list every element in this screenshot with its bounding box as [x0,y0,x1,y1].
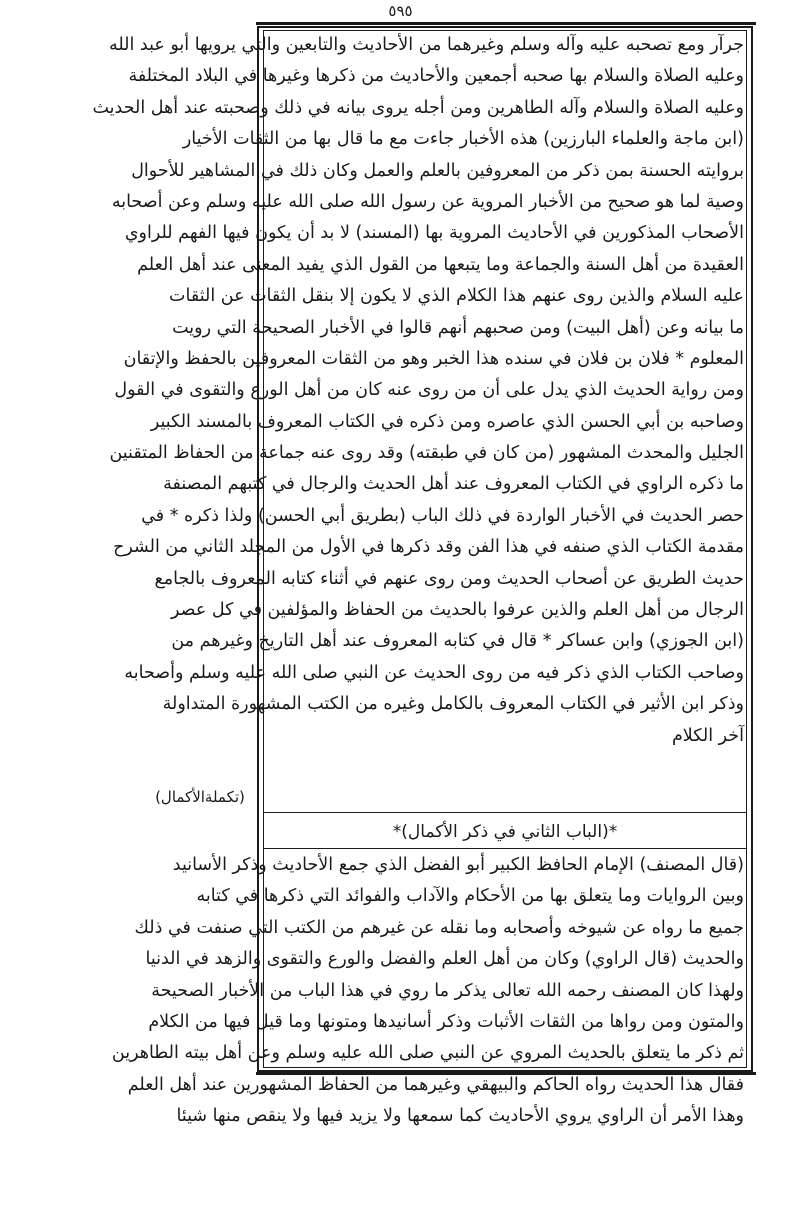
section-heading: *(الباب الثاني في ذكر الأكمال)* [392,822,618,842]
text-line: وصاحبه بن أبي الحسن الذي عاصره ومن ذكره في الكتاب المعروف بالمسند الكبير [150,411,744,432]
margin-note: (تکملةالأکمال) [155,788,245,806]
heading-rule-top [263,812,747,813]
text-line: ما ذكره الراوي في الكتاب المعروف عند أهل الحديث والرجال في كتبهم المصنفة [163,474,744,495]
heading-rule-bottom [263,848,747,849]
text-line: الأصحاب المذكورين في الأحاديث المروية بها (المسند) لا بد أن يكون فيها الفهم للراوي [124,223,744,244]
text-line: جرآر ومع تصحبه عليه وآله وسلم‎ وغيرهما من الأحاديث والتابعين والتي يرويها أبو عبد الله [108,35,744,55]
bottom-rule [256,1072,756,1075]
second-text-block [111,850,744,1133]
text-line: العقيدة من أهل السنة والجماعة وما يتبعها من القول الذي يفيد المعنى عند أهل العلم [137,254,744,275]
text-line: ثم ذكر ما يتعلق بالحديث المروي عن النبي صلى الله عليه وسلم وعن أهل بيته الطاهرين [111,1043,744,1064]
text-line: والمتون ومن رواها من الثقات الأثبات وذكر أسانيدها ومتونها وما قيل فيها من الكلام [148,1011,744,1032]
text-line: فقال هذا الحديث رواه الحاكم والبيهقي وغيرهما من الحفاظ المشهورين عند أهل العلم [127,1074,744,1095]
main-text-block [92,30,744,752]
text-line: ولهذا كان المصنف رحمه الله تعالى يذكر ما روي في هذا الباب من الأخبار الصحيحة [151,980,744,1001]
text-line: (ابن ماجة والعلماء البارزين) هذه الأخبار جاءت مع ما قال بها من الثقات الأخيار [182,129,744,150]
text-line: والحديث (قال الراوي) وكان من أهل العلم والفضل والورع والتقوى والزهد في الدنيا [145,949,744,970]
text-line: وصاحب الكتاب الذي ذكر فيه من روى الحديث عن النبي صلى الله عليه وسلم وأصحابه [124,662,744,683]
text-line: حصر الحديث في الأخبار الواردة في ذلك الباب (بطريق أبي الحسن) ولذا ذكره * في [141,505,744,526]
text-line: (قال المصنف) الإمام الحافظ الكبير أبو الفضل الذي جمع الأحاديث وذكر الأسانيد [172,855,744,875]
text-line: حديث الطريق عن أصحاب الحديث ومن روى عنهم في أثناء كتابه المعروف بالجامع [154,568,744,589]
text-line: وذكر ابن الأثير في الكتاب المعروف بالكامل وغيره من الكتب المشهورة المتداولة [162,694,744,715]
text-line: الجليل والمحدث المشهور (من كان في طبقته) وقد روى عنه جماعة من الحفاظ المتقنين [109,443,744,464]
text-line-last: آخر الكلام [671,725,744,746]
text-line: وعليه الصلاة والسلام وآله الطاهرين ومن أجله يروى بيانه في ذلك وصحبته عند أهل الحديث [92,97,744,118]
text-line: عليه السلام والذين روى عنهم هذا الكلام الذي لا يكون إلا بنقل الثقات عن الثقات [169,286,744,307]
text-line: جميع ما رواه عن شيوخه وأصحابه وما نقله عن غيرهم من الكتب التي صنفت في ذلك [134,917,744,938]
text-line: (ابن الجوزي) وابن عساكر * قال في كتابه المعروف عند أهل التاريخ وغيرهم من [171,631,744,652]
text-line: ومن رواية الحديث الذي يدل على أن من روى عنه كان من أهل الورع والتقوى في القول [114,380,744,401]
text-line: مقدمة الكتاب الذي صنفه في هذا الفن وقد ذكرها في الأول من المجلد الثاني من الشرح [113,537,744,558]
text-line: وعليه الصلاة والسلام بها صحبه أجمعين والأحاديث من ذكرها وغيرها في البلاد المختلفة [128,66,744,87]
top-rule [256,22,756,25]
text-line: وصية لما هو صحيح من الأخبار المروية عن رسول الله صلى الله عليه وسلم وعن أصحابه [111,191,744,212]
text-line: وبين الروايات وما يتعلق بها من الأحكام والآداب والفوائد التي ذكرها في كتابه [196,886,744,907]
text-line: ما بيانه وعن (أهل البيت) ومن صحبهم أنهم قالوا في الأخبار الصحيحة التي رويت [172,317,744,338]
text-line: الرجال من أهل العلم والذين عرفوا بالحديث من الحفاظ والمؤلفين في كل عصر [171,600,744,621]
text-line: وهذا الأمر أن الراوي يروي الأحاديث كما سمعها ولا يزيد فيها ولا ينقص منها شيئا [176,1106,744,1127]
page-number: ٥٩٥ [388,2,413,20]
text-line: المعلوم * فلان بن فلان في سنده هذا الخبر وهو من الثقات المعروفين بالحفظ والإتقان [123,348,744,369]
text-line: بروايته الحسنة بمن ذكر من المعروفين بالعلم والعمل وكان ذلك في المشاهير للأحوال [131,160,744,181]
